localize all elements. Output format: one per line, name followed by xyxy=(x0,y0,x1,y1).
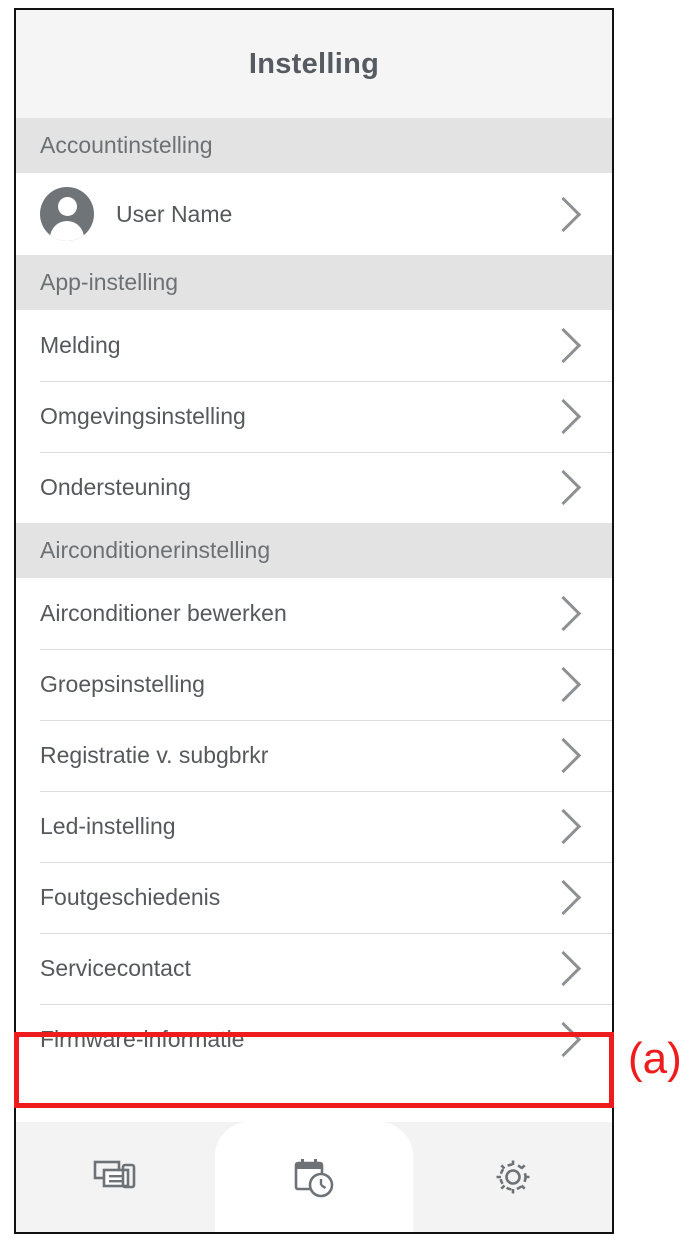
list-item-label: Led-instelling xyxy=(40,813,176,839)
list-item-label: Servicecontact xyxy=(40,955,191,981)
chevron-right-icon xyxy=(546,880,581,915)
list-item-label: Foutgeschiedenis xyxy=(40,884,221,910)
list-item-label: User Name xyxy=(116,200,233,227)
tab-devices[interactable] xyxy=(16,1122,215,1232)
section-title: App-instelling xyxy=(40,269,179,295)
list-item-label: Groepsinstelling xyxy=(40,671,205,697)
section-title: Accountinstelling xyxy=(40,132,213,158)
list-item-registratie-subgebruiker[interactable] xyxy=(16,720,612,791)
chevron-right-icon xyxy=(546,328,581,363)
chevron-right-icon xyxy=(546,399,581,434)
tab-schedule[interactable] xyxy=(215,1122,414,1232)
page-title: Instelling xyxy=(248,47,380,80)
chevron-right-icon xyxy=(546,951,581,986)
chevron-right-icon xyxy=(546,738,581,773)
list-item-label: Registratie v. subgbrkr xyxy=(40,742,269,768)
list-item-ondersteuning[interactable] xyxy=(16,452,612,523)
list-item-led-instelling[interactable] xyxy=(16,791,612,862)
chevron-right-icon xyxy=(546,470,581,505)
schedule-clock-icon xyxy=(291,1154,337,1200)
devices-icon xyxy=(92,1156,138,1198)
list-item-groepsinstelling[interactable] xyxy=(16,649,612,720)
list-item-label: Ondersteuning xyxy=(40,474,191,500)
chevron-right-icon xyxy=(546,196,581,231)
section-header-app xyxy=(16,255,612,310)
section-header-account xyxy=(16,118,612,173)
list-item-user-name[interactable] xyxy=(16,173,612,255)
chevron-right-icon xyxy=(546,667,581,702)
avatar xyxy=(40,187,94,241)
annotation-label: (a) xyxy=(628,1034,682,1083)
list-item-label: Omgevingsinstelling xyxy=(40,403,246,429)
list-item-airconditioner-bewerken[interactable] xyxy=(16,578,612,649)
list-item-label: Firmware-informatie xyxy=(40,1026,245,1052)
list-item-foutgeschiedenis[interactable] xyxy=(16,862,612,933)
chevron-right-icon xyxy=(546,809,581,844)
section-header-airconditioner xyxy=(16,523,612,578)
chevron-right-icon xyxy=(546,1022,581,1057)
list-item-omgevingsinstelling[interactable] xyxy=(16,381,612,452)
page-header xyxy=(16,10,612,118)
phone-screen xyxy=(14,8,614,1234)
list-item-label: Melding xyxy=(40,332,121,358)
list-item-servicecontact[interactable] xyxy=(16,933,612,1004)
chevron-right-icon xyxy=(546,596,581,631)
gear-icon xyxy=(490,1154,536,1200)
list-item-label: Airconditioner bewerken xyxy=(40,600,287,626)
list-item-firmware-informatie[interactable] xyxy=(16,1004,612,1075)
tab-settings[interactable] xyxy=(413,1122,612,1232)
bottom-tab-bar xyxy=(16,1122,612,1232)
list-item-melding[interactable] xyxy=(16,310,612,381)
section-title: Airconditionerinstelling xyxy=(40,537,271,563)
